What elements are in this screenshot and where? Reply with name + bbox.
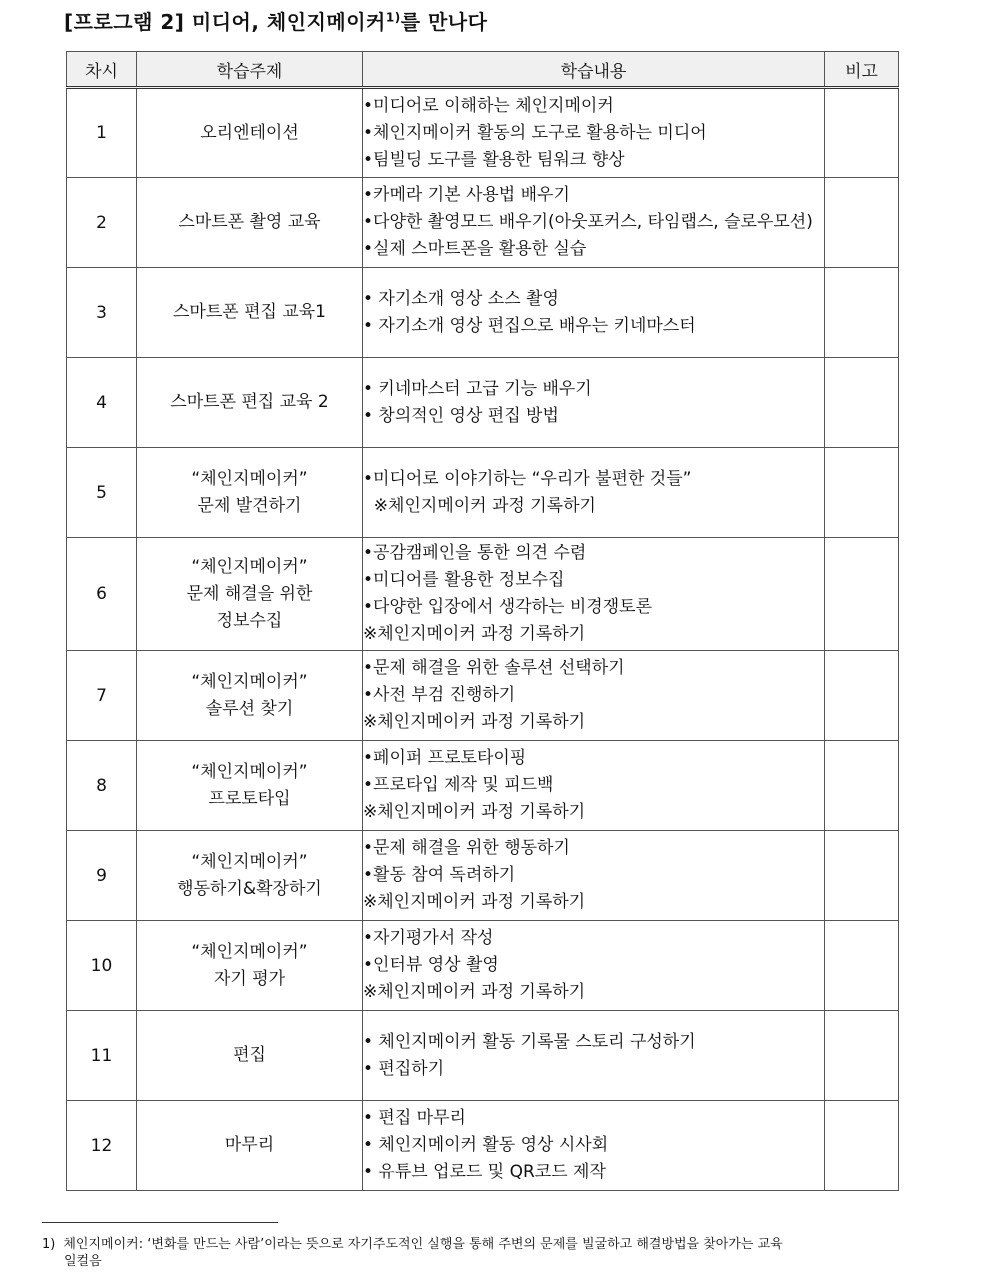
session-topic [137,448,363,538]
header-note: 비고 [825,52,899,88]
topic-line: “체인지메이커” [191,556,308,577]
session-topic [137,88,363,178]
content-item: • 체인지메이커 활동 영상 시사회 [363,1135,609,1155]
session-note [825,88,899,178]
content-item: •다양한 촬영모드 배우기(아웃포커스, 타임랩스, 슬로우모션) [363,212,813,232]
title-suffix: 를 만나다 [400,10,488,34]
content-item: •미디어를 활용한 정보수집 [363,570,565,590]
footnote-line-2: 일컬음 [64,1254,102,1269]
table-row [67,1011,899,1101]
title-text: [프로그램 2] 미디어, 체인지메이커 [64,10,386,34]
topic-line: “체인지메이커” [191,851,308,872]
table-row [67,358,899,448]
session-note [825,741,899,831]
session-number: 4 [67,358,137,448]
page-title [64,6,487,35]
session-number: 2 [67,178,137,268]
topic-line: 솔루션 찾기 [205,698,294,719]
content-item: •인터뷰 영상 촬영 [363,955,499,975]
topic-line: 스마트폰 편집 교육1 [173,302,326,322]
topic-line: 정보수집 [216,610,283,631]
table-row [67,831,899,921]
content-item: •실제 스마트폰을 활용한 실습 [363,239,587,259]
session-content [363,178,825,268]
session-content [363,88,825,178]
session-note [825,921,899,1011]
session-topic [137,1011,363,1101]
content-item: •문제 해결을 위한 행동하기 [363,838,570,858]
table-row [67,268,899,358]
header-topic: 학습주제 [137,52,363,88]
content-item: • 자기소개 영상 편집으로 배우는 키네마스터 [363,315,696,336]
content-item: •팀빌딩 도구를 활용한 팀워크 향상 [363,149,625,170]
footnote-line-1: 체인지메이커: ‘변화를 만드는 사람’이라는 뜻으로 자기주도적인 실행을 통해 주변의 문제를 빌굴하고 해결방법을 찾아가는 교육 [63,1237,783,1252]
content-item: ※체인지메이커 과정 기록하기 [363,892,586,912]
footnote-divider [42,1222,278,1223]
topic-line: 행동하기&확장하기 [177,878,322,899]
topic-line: 마무리 [224,1135,275,1155]
table-row [67,651,899,741]
session-note [825,268,899,358]
session-content [363,1101,825,1191]
session-topic [137,358,363,448]
content-item: •활동 참여 독려하기 [363,865,516,885]
table-row [67,538,899,651]
content-item: • 자기소개 영상 소스 촬영 [363,288,559,309]
session-number: 6 [67,538,137,651]
footnote-marker: 1) [42,1237,56,1252]
session-content [363,1011,825,1101]
session-number: 8 [67,741,137,831]
topic-line: 프로토타입 [208,788,291,809]
session-content [363,651,825,741]
table-row [67,1101,899,1191]
topic-line: 문제 발견하기 [197,495,302,516]
content-item: •페이퍼 프로토타이핑 [363,748,527,768]
session-note [825,1011,899,1101]
footnote [42,1236,942,1270]
session-note [825,651,899,741]
table-row [67,88,899,178]
session-topic [137,741,363,831]
session-note [825,358,899,448]
topic-line: 편집 [233,1045,266,1065]
content-item: •프로타입 제작 및 피드백 [363,775,554,795]
content-item: •다양한 입장에서 생각하는 비경쟁토론 [363,597,652,617]
session-content [363,921,825,1011]
topic-line: 스마트폰 편집 교육 2 [170,392,329,412]
content-item: ※체인지메이커 과정 기록하기 [363,624,586,644]
content-item: • 체인지메이커 활동 기록물 스토리 구성하기 [363,1031,696,1052]
table-row [67,741,899,831]
session-content [363,358,825,448]
content-item: •카메라 기본 사용법 배우기 [363,185,570,205]
content-item: ※체인지메이커 과정 기록하기 [363,982,586,1002]
session-number: 5 [67,448,137,538]
header-content: 학습내용 [363,52,825,88]
session-topic [137,921,363,1011]
session-content [363,448,825,538]
session-topic [137,178,363,268]
session-topic [137,538,363,651]
session-content [363,831,825,921]
table-body [67,88,899,1191]
topic-line: “체인지메이커” [191,671,308,692]
session-number: 12 [67,1101,137,1191]
session-note [825,448,899,538]
session-topic [137,268,363,358]
topic-line: 스마트폰 촬영 교육 [178,212,321,232]
topic-line: “체인지메이커” [191,468,308,489]
session-topic [137,831,363,921]
header-no: 차시 [67,52,137,88]
session-content [363,268,825,358]
content-item: • 편집 마무리 [363,1108,466,1128]
session-number: 10 [67,921,137,1011]
topic-line: “체인지메이커” [191,941,308,962]
topic-line: “체인지메이커” [191,761,308,782]
session-note [825,831,899,921]
content-item: ※체인지메이커 과정 기록하기 [363,495,596,516]
session-number: 1 [67,88,137,178]
content-item: ※체인지메이커 과정 기록하기 [363,712,586,732]
table-row [67,921,899,1011]
content-item: •미디어로 이야기하는 “우리가 불편한 것들” [363,468,692,489]
session-note [825,538,899,651]
table-row [67,448,899,538]
session-note [825,178,899,268]
content-item: ※체인지메이커 과정 기록하기 [363,802,586,822]
content-item: •체인지메이커 활동의 도구로 활용하는 미디어 [363,122,707,143]
session-number: 3 [67,268,137,358]
session-content [363,741,825,831]
header-row [67,52,899,88]
footnote-ref: 1) [385,10,401,25]
content-item: • 편집하기 [363,1058,445,1079]
topic-line: 문제 해결을 위한 [186,583,313,604]
session-content [363,538,825,651]
curriculum-table [66,51,899,1191]
content-item: •미디어로 이해하는 체인지메이커 [363,95,614,116]
topic-line: 오리엔테이션 [200,122,299,143]
content-item: • 유튜브 업로드 및 QR코드 제작 [363,1162,606,1182]
content-item: • 키네마스터 고급 기능 배우기 [363,378,592,399]
content-item: • 창의적인 영상 편집 방법 [363,405,559,426]
content-item: •공감캠페인을 통한 의견 수렴 [363,543,587,563]
table-row [67,178,899,268]
content-item: •문제 해결을 위한 솔루션 선택하기 [363,658,625,678]
session-number: 7 [67,651,137,741]
session-number: 9 [67,831,137,921]
session-topic [137,651,363,741]
topic-line: 자기 평가 [213,968,286,989]
content-item: •자기평가서 작성 [363,928,494,948]
content-item: •사전 부검 진행하기 [363,685,516,705]
session-topic [137,1101,363,1191]
session-note [825,1101,899,1191]
session-number: 11 [67,1011,137,1101]
